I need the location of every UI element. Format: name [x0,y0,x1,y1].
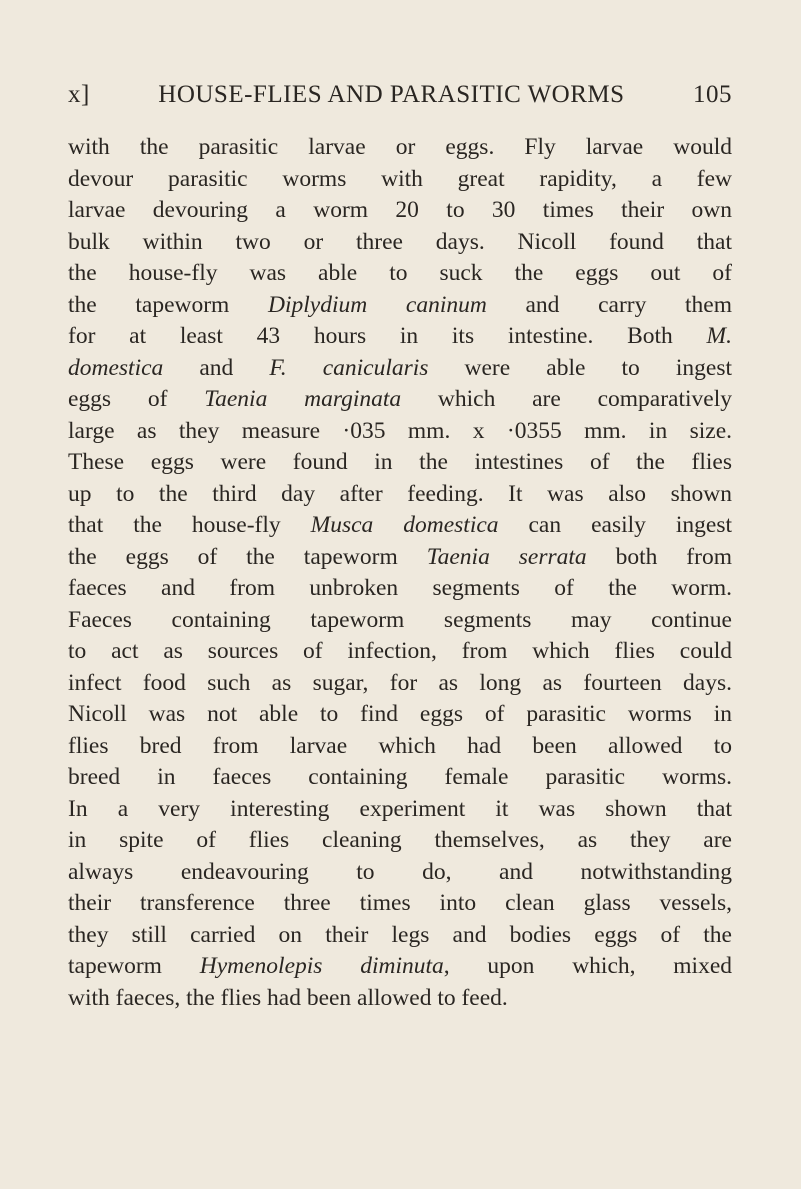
text-line [68,636,732,668]
text-run: which are comparatively [401,386,732,412]
text-run: the eggs of the tapeworm [68,543,427,570]
italic-species-name: Musca domestica [310,512,499,538]
italic-species-name: Taenia marginata [204,386,402,412]
text-line [68,164,732,196]
text-run: up to the third day after feeding. It was also shown [68,480,732,507]
italic-species-name: M. [706,323,732,349]
text-line [68,668,732,700]
text-run: devour parasitic worms with great rapidity, a few [68,165,732,192]
text-run: both from [586,543,732,570]
italic-species-name: Taenia serrata [426,543,587,570]
text-line [68,983,732,1015]
italic-species-name: Hymenolepis diminuta [199,953,444,979]
text-line [68,321,732,353]
text-line [68,762,732,794]
text-line [68,825,732,857]
text-line [68,888,732,920]
text-run: in spite of flies cleaning themselves, as they are [68,827,732,853]
text-line [68,290,732,322]
text-run: , upon which, mixed [443,953,733,979]
body-paragraph [68,132,732,1014]
text-run: In a very interesting experiment it was shown that [68,795,732,822]
text-run: the house-fly was able to suck the eggs out of [68,260,732,286]
text-line [68,447,732,479]
page-number: 105 [693,81,732,108]
text-line [68,353,732,385]
text-run: Faeces containing tapeworm segments may continue [68,606,732,633]
text-line [68,794,732,826]
text-line [68,258,732,290]
italic-species-name: F. canicularis [269,354,429,381]
text-run: always endeavouring to do, and notwithstanding [68,858,732,885]
text-run: tapeworm [68,953,200,979]
text-line [68,605,732,637]
text-run: Nicoll was not able to find eggs of parasitic worms in [68,701,732,727]
text-line [68,384,732,416]
text-line [68,416,732,448]
text-line [68,195,732,227]
text-line [68,731,732,763]
text-run: These eggs were found in the intestines of the flies [68,449,732,475]
text-run: with the parasitic larvae or eggs. Fly larvae would [68,134,732,160]
text-run: for at least 43 hours in its intestine. Both [68,323,707,349]
text-line [68,857,732,889]
running-head [68,80,732,110]
text-run: eggs of [68,386,205,412]
text-line [68,951,732,983]
text-line [68,510,732,542]
text-run: bulk within two or three days. Nicoll found that [68,228,732,255]
text-line [68,920,732,952]
text-line [68,699,732,731]
text-run: they still carried on their legs and bodies eggs of the [68,921,732,948]
running-title: HOUSE-FLIES AND PARASITIC WORMS [158,81,625,108]
text-run: that the house-fly [68,512,311,538]
text-run: the tapeworm [68,291,269,318]
text-run: can easily ingest [498,512,732,538]
text-run: their transference three times into clean glass vessels, [68,890,732,916]
text-run: breed in faeces containing female parasitic worms. [68,764,732,790]
italic-species-name: Diplydium caninum [268,291,487,318]
text-run: faeces and from unbroken segments of the worm. [68,575,732,601]
text-run: flies bred from larvae which had been allowed to [68,732,732,759]
book-page [68,80,732,1014]
text-run: were able to ingest [428,354,732,381]
chapter-number: x] [68,81,90,108]
text-run: infect food such as sugar, for as long as fourteen days. [68,669,732,696]
text-run: and [163,354,270,381]
text-run: large as they measure ·035 mm. x ·0355 mm. in size. [68,417,732,444]
text-run: with faeces, the flies had been allowed to feed. [68,984,508,1011]
text-run: and carry them [486,291,733,318]
italic-species-name: domestica [68,354,164,381]
text-line [68,227,732,259]
text-line [68,542,732,574]
text-run: to act as sources of infection, from which flies could [68,638,732,664]
text-run: larvae devouring a worm 20 to 30 times their own [68,197,732,223]
text-line [68,132,732,164]
text-line [68,479,732,511]
text-line [68,573,732,605]
